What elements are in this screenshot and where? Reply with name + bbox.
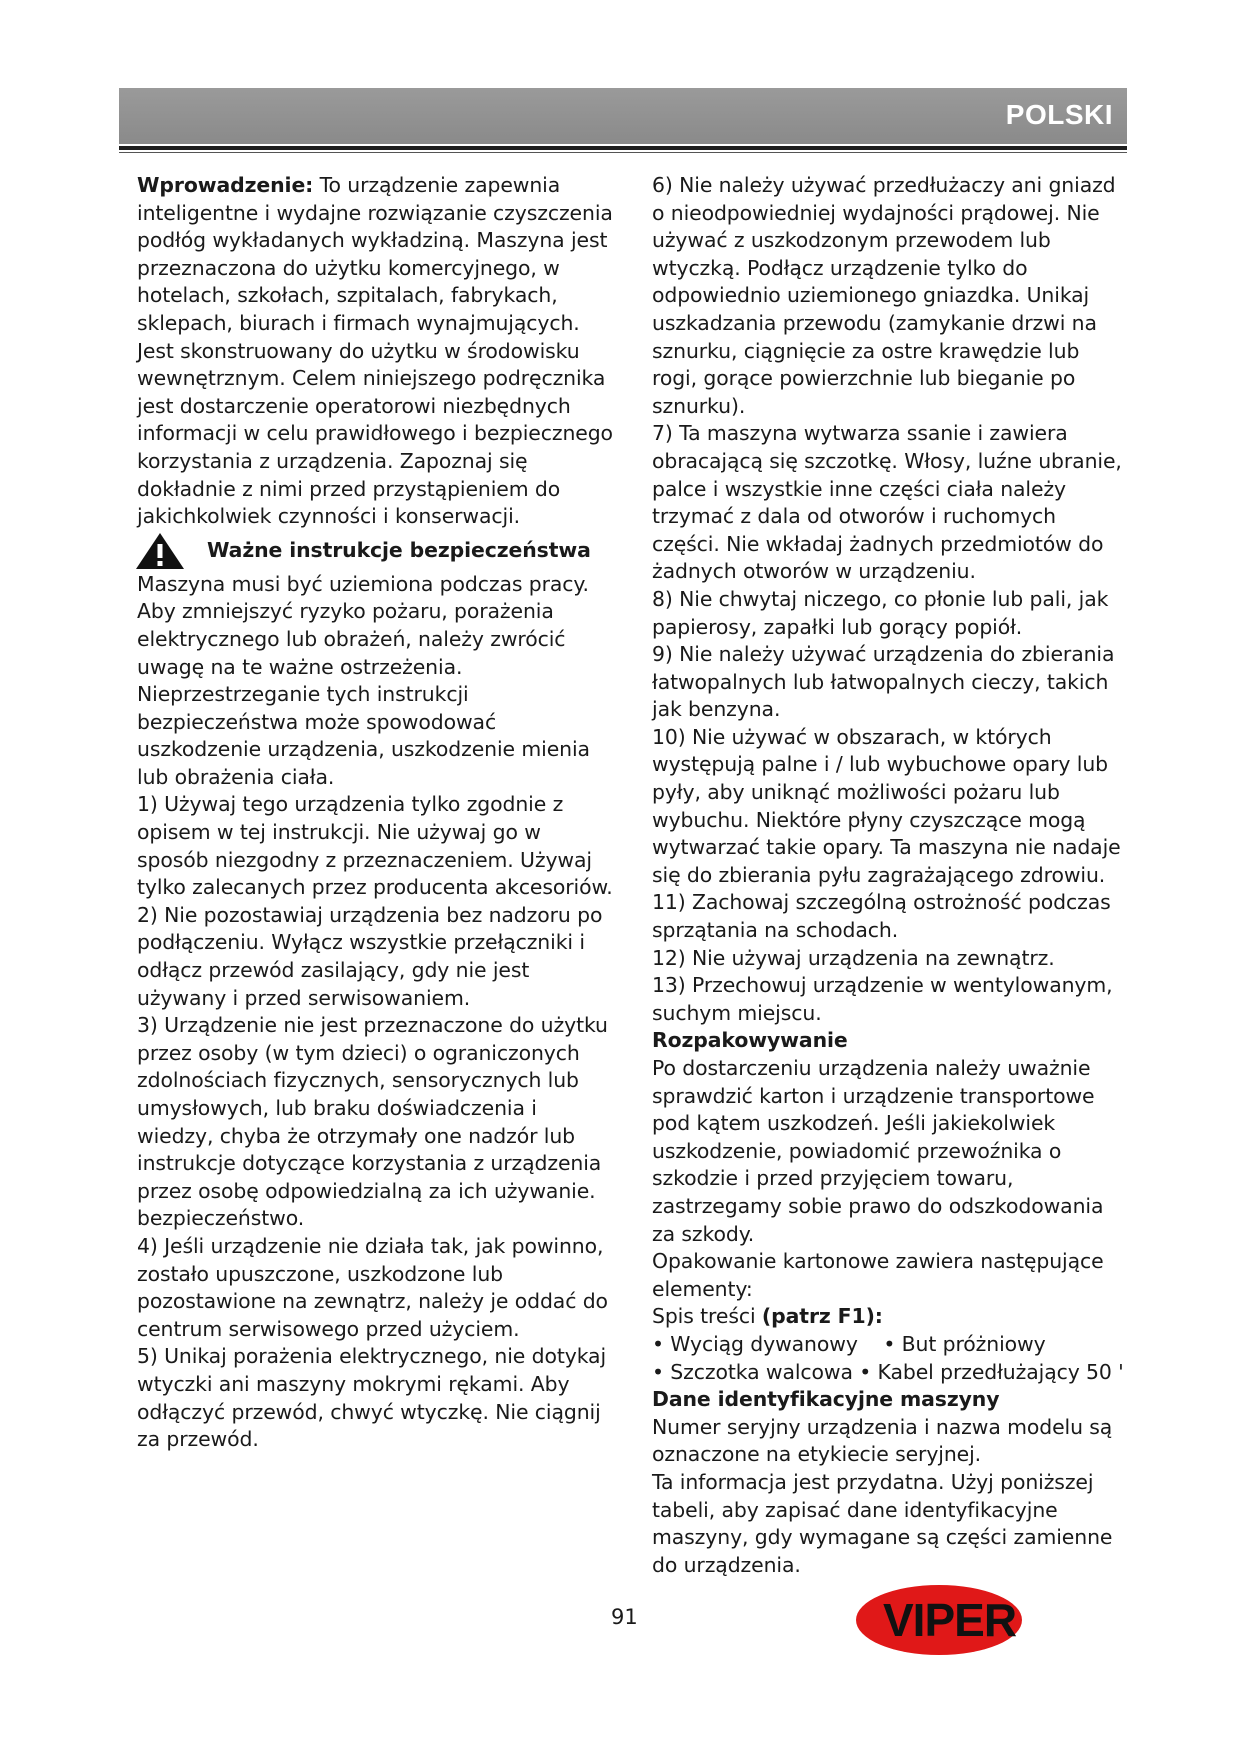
contents-ref: (patrz F1): [761, 1304, 883, 1329]
logo-text: VIPER [883, 1594, 1017, 1646]
left-column [137, 172, 617, 1454]
safety-item-6: 6) Nie należy używać przedłużaczy ani gniazd o nieodpowiedniej wydajności prądowej. Nie używać z uszkodzonym przewodem lub wtyczką. Podłącz urządzenie tylko do odpowiednio uziemionego gniazdka. Unikaj uszkadzania przewodu (zamykanie drzwi na sznurku, ciągnięcie za ostre krawędzie lub rogi, gorące powierzchnie lub bieganie po sznurku). [652, 173, 1116, 418]
intro-paragraph [137, 172, 617, 531]
safety-item-2: 2) Nie pozostawiaj urządzenia bez nadzoru po podłączeniu. Wyłącz wszystkie przełączniki i odłącz przewód zasilający, gdy nie jest używany i przed serwisowaniem. [137, 902, 603, 1010]
safety-item-12: 12) Nie używaj urządzenia na zewnątrz. [652, 945, 1055, 970]
warning-triangle-icon [135, 532, 185, 570]
safety-item-1: 1) Używaj tego urządzenia tylko zgodnie z opisem w tej instrukcji. Nie używaj go w sposób niezgodny z przeznaczeniem. Używaj tylko zalecanych przez producenta akcesoriów. [137, 792, 613, 900]
safety-item-3: 3) Urządzenie nie jest przeznaczone do użytku przez osoby (w tym dzieci) o ograniczonych zdolnościach fizycznych, sensorycznych lub umysłowych, lub braku doświadczenia i wiedzy, chyba że otrzymały one nadzór lub instrukcje dotyczące korzystania z urządzenia przez osobę odpowiedzialną za ich używanie. bezpieczeństwo. [137, 1013, 608, 1231]
identification-text-1: Numer seryjny urządzenia i nazwa modelu są oznaczone na etykiecie seryjnej. [652, 1414, 1113, 1467]
safety-item-9: 9) Nie należy używać urządzenia do zbierania łatwopalnych lub łatwopalnych cieczy, takich jak benzyna. [652, 642, 1115, 722]
carton-text: Opakowanie kartonowe zawiera następujące elementy: [652, 1249, 1104, 1301]
page-number: 91 [611, 1605, 638, 1629]
safety-item-13: 13) Przechowuj urządzenie w wentylowanym, suchym miejscu. [652, 973, 1113, 1025]
contents-label: Spis treści [652, 1304, 762, 1329]
language-header [119, 88, 1127, 144]
unpacking-heading: Rozpakowywanie [652, 1028, 848, 1053]
safety-item-5: 5) Unikaj porażenia elektrycznego, nie dotykaj wtyczki ani maszyny mokrymi rękami. Aby odłączyć przewód, chwyć wtyczkę. Nie ciągnij za przewód. [137, 1344, 607, 1452]
safety-title: Ważne instrukcje bezpieczeństwa [207, 537, 591, 562]
language-title: POLSKI [1005, 99, 1113, 130]
safety-item-11: 11) Zachowaj szczególną ostrożność podczas sprzątania na schodach. [652, 890, 1111, 943]
intro-label: Wprowadzenie: [137, 173, 314, 197]
identification-heading: Dane identyfikacyjne maszyny [652, 1387, 1000, 1412]
header-rule-thin [119, 152, 1127, 153]
identification-text-2: Ta informacja jest przydatna. Użyj poniższej tabeli, aby zapisać dane identyfikacyjne maszyny, gdy wymagane są części zamienne do urządzenia. [652, 1469, 1113, 1577]
safety-intro: Maszyna musi być uziemiona podczas pracy. Aby zmniejszyć ryzyko pożaru, porażenia elektrycznego lub obrażeń, należy zwrócić uwagę na te ważne ostrzeżenia. Nieprzestrzeganie tych instrukcji bezpieczeństwa może spowodować uszkodzenie urządzenia, uszkodzenie mienia lub obrażenia ciała. [137, 571, 590, 789]
right-column [652, 172, 1130, 1579]
safety-item-4: 4) Jeśli urządzenie nie działa tak, jak powinno, zostało upuszczone, uszkodzone lub pozostawione na zewnątrz, należy je oddać do centrum serwisowego przed użyciem. [137, 1233, 608, 1341]
unpacking-text: Po dostarczeniu urządzenia należy uważnie sprawdzić karton i urządzenie transportowe pod kątem uszkodzeń. Jeśli jakiekolwiek uszkodzenie, powiadomić przewoźnika o szkodzie i przed przyjęciem towaru, zastrzegamy sobie prawo do odszkodowania za szkody. [652, 1056, 1104, 1246]
safety-item-7: 7) Ta maszyna wytwarza ssanie i zawiera obracającą się szczotkę. Włosy, luźne ubranie, palce i wszystkie inne części ciała należy trzymać z dala od otworów i ruchomych części. Nie wkładaj żadnych przedmiotów do żadnych otworów w urządzeniu. [652, 421, 1122, 584]
contents-item-line-2: • Szczotka walcowa • Kabel przedłużający 50 ' [652, 1359, 1124, 1384]
safety-item-10: 10) Nie używać w obszarach, w których występują palne i / lub wybuchowe opary lub pyły, aby uniknąć możliwości pożaru lub wybuchu. Niektóre płyny czyszczące mogą wytwarzać takie opary. Ta maszyna nie nadaje się do zbierania pyłu zagrażającego zdrowiu. [652, 724, 1121, 887]
safety-item-8: 8) Nie chwytaj niczego, co płonie lub pali, jak papierosy, zapałki lub gorący popiół. [652, 586, 1109, 639]
contents-item-line-1: • Wyciąg dywanowy • But próżniowy [652, 1331, 1046, 1356]
safety-heading [137, 531, 617, 571]
viper-logo [855, 1583, 1061, 1657]
contents-line [652, 1303, 1130, 1331]
header-rule [119, 146, 1127, 150]
intro-text: To urządzenie zapewnia inteligentne i wydajne rozwiązanie czyszczenia podłóg wykładanych wykładziną. Maszyna jest przeznaczona do użytku komercyjnego, w hotelach, szkołach, szpitalach, fabrykach, sklepach, biurach i firmach wynajmujących. Jest skonstruowany do użytku w środowisku wewnętrznym. Celem niniejszego podręcznika jest dostarczenie operatorowi niezbędnych informacji w celu prawidłowego i bezpiecznego korzystania z urządzenia. Zapoznaj się dokładnie z nimi przed przystąpieniem do jakichkolwiek czynności i konserwacji. [137, 173, 613, 529]
